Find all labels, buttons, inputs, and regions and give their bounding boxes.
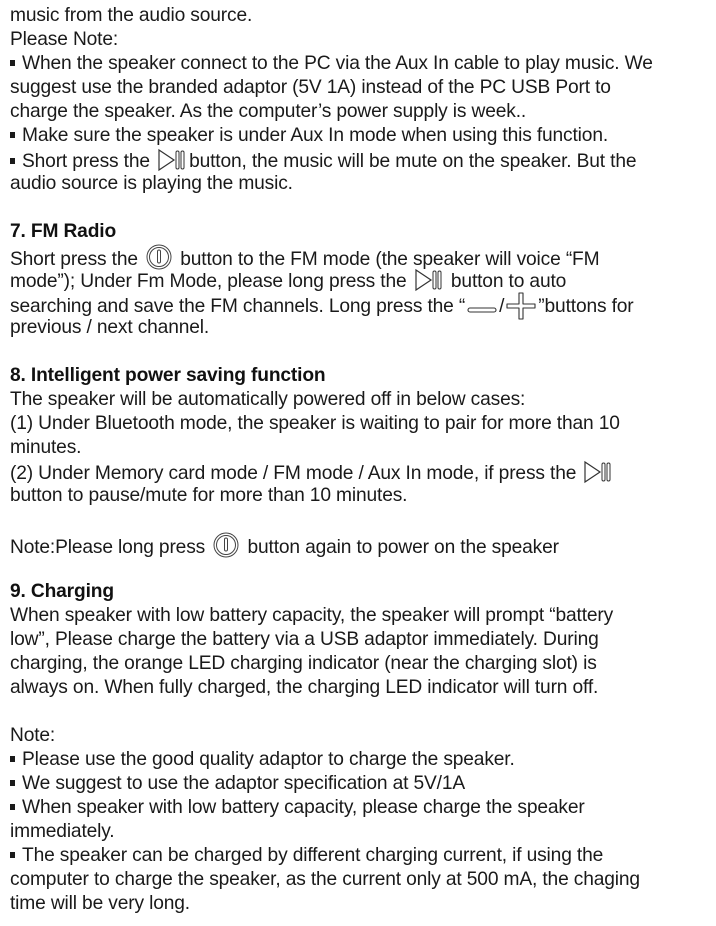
note-bullet xyxy=(10,844,710,868)
aux-in-continuation xyxy=(10,4,710,196)
text-fragment: mode”); Under Fm Mode, please long press the xyxy=(10,271,407,292)
paragraph-line: When speaker with low battery capacity, the speaker will prompt “battery xyxy=(10,605,614,626)
power-mode-icon xyxy=(145,244,173,270)
power-saving-section xyxy=(10,364,710,556)
text-fragment: ”buttons for xyxy=(538,296,634,317)
case-item: (1) Under Bluetooth mode, the speaker is waiting to pair for more than 10 xyxy=(10,413,620,434)
text-fragment: Note:Please long press xyxy=(10,537,206,558)
paragraph-line: low”, Please charge the battery via a USB adaptor immediately. During xyxy=(10,629,599,650)
bullet-marker xyxy=(10,780,15,786)
bullet-text: Short press the xyxy=(22,151,150,172)
bullet-text: The speaker can be charged by different charging current, if using the xyxy=(22,845,604,866)
bullet-continuation: time will be very long. xyxy=(10,893,190,914)
bullet-marker xyxy=(10,804,15,810)
power-mode-icon xyxy=(212,532,240,558)
bullet-text: When speaker with low battery capacity, please charge the speaker xyxy=(22,797,585,818)
bullet-marker xyxy=(10,132,15,138)
bullet-continuation: immediately. xyxy=(10,821,115,842)
text-fragment: button to the FM mode (the speaker will voice “FM xyxy=(180,249,600,270)
spacer xyxy=(10,700,710,724)
bullet-continuation: computer to charge the speaker, as the current only at 500 mA, the chaging xyxy=(10,869,640,890)
spacer xyxy=(10,340,710,364)
text-fragment: (2) Under Memory card mode / FM mode / Aux In mode, if press the xyxy=(10,463,577,484)
paragraph-line: The speaker will be automatically powered off in below cases: xyxy=(10,389,526,410)
please-note-label: Please Note: xyxy=(10,29,119,50)
note-bullet xyxy=(10,772,710,796)
paragraph-line xyxy=(10,292,710,316)
section-heading-power-saving: 8. Intelligent power saving function xyxy=(10,365,326,386)
plus-icon xyxy=(506,292,536,320)
bullet-marker xyxy=(10,756,15,762)
play-pause-icon xyxy=(414,268,444,292)
case-item xyxy=(10,460,710,484)
text-fragment: searching and save the FM channels. Long press the “ xyxy=(10,296,466,317)
case-item-continuation: button to pause/mute for more than 10 minutes. xyxy=(10,485,408,506)
bullet-text: Make sure the speaker is under Aux In mode when using this function. xyxy=(22,125,609,146)
note-bullet xyxy=(10,748,710,772)
spacer xyxy=(10,556,710,580)
bullet-marker xyxy=(10,158,15,164)
paragraph-line: charging, the orange LED charging indicator (near the charging slot) is xyxy=(10,653,597,674)
text-fragment: button again to power on the speaker xyxy=(247,537,559,558)
bullet-text: Please use the good quality adaptor to charge the speaker. xyxy=(22,749,515,770)
section-heading-charging: 9. Charging xyxy=(10,581,114,602)
bullet-marker xyxy=(10,852,15,858)
text-fragment: / xyxy=(499,296,505,317)
minus-icon xyxy=(467,303,497,317)
play-pause-icon xyxy=(157,148,187,172)
bullet-marker xyxy=(10,60,15,66)
note-line xyxy=(10,532,710,556)
paragraph-line: previous / next channel. xyxy=(10,317,210,338)
spacer xyxy=(10,196,710,220)
note-bullet xyxy=(10,796,710,820)
bullet-continuation: suggest use the branded adaptor (5V 1A) instead of the PC USB Port to xyxy=(10,77,611,98)
fm-radio-section xyxy=(10,220,710,340)
note-label: Note: xyxy=(10,725,56,746)
spacer xyxy=(10,508,710,532)
bullet-text: button, the music will be mute on the speaker. But the xyxy=(189,151,637,172)
bullet-text: When the speaker connect to the PC via the Aux In cable to play music. We xyxy=(22,53,653,74)
note-bullet xyxy=(10,124,710,148)
bullet-continuation: audio source is playing the music. xyxy=(10,173,293,194)
text-fragment: Short press the xyxy=(10,249,138,270)
paragraph-line: always on. When fully charged, the charging LED indicator will turn off. xyxy=(10,677,599,698)
bullet-text: We suggest to use the adaptor specification at 5V/1A xyxy=(22,773,466,794)
paragraph-line: music from the audio source. xyxy=(10,5,253,26)
play-pause-icon xyxy=(583,460,613,484)
section-heading-fm-radio: 7. FM Radio xyxy=(10,221,117,242)
bullet-continuation: charge the speaker. As the computer’s power supply is week.. xyxy=(10,101,527,122)
case-item-continuation: minutes. xyxy=(10,437,82,458)
note-bullet xyxy=(10,52,710,76)
paragraph-line xyxy=(10,244,710,268)
text-fragment: button to auto xyxy=(450,271,567,292)
charging-section xyxy=(10,580,710,916)
note-bullet xyxy=(10,148,710,172)
paragraph-line xyxy=(10,268,710,292)
